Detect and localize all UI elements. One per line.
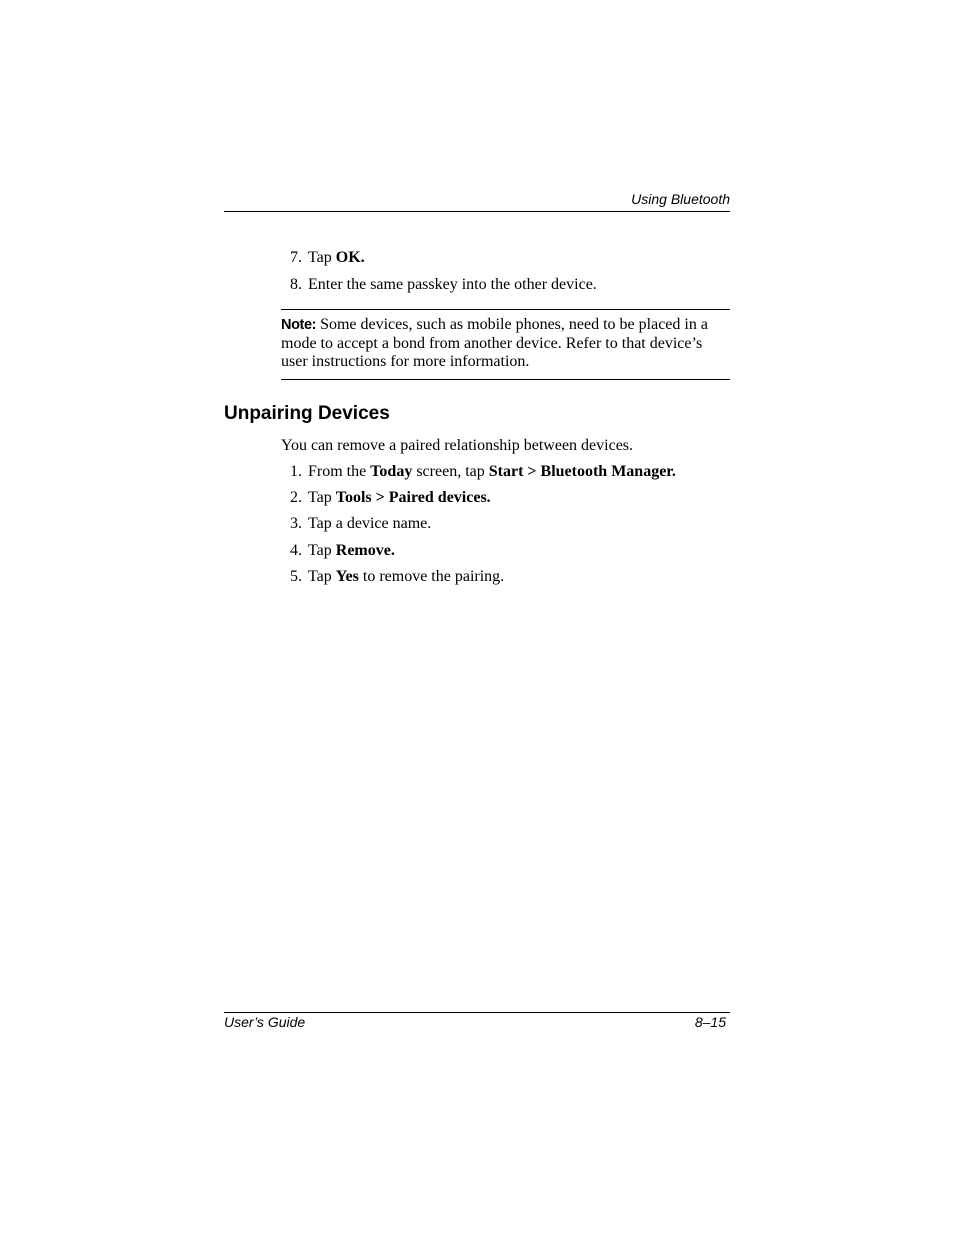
step-text (308, 249, 365, 266)
list-item-step-7 (290, 248, 365, 267)
bold-term: > (371, 489, 389, 506)
bold-term: Yes (335, 568, 359, 585)
bold-term: Bluetooth Manager. (540, 463, 676, 480)
note-bottom-rule (281, 379, 730, 380)
step-number: 3. (290, 515, 302, 532)
list-item-step-3 (290, 514, 431, 533)
step-text (308, 568, 504, 585)
step-number: 1. (290, 463, 302, 480)
note-top-rule (281, 309, 730, 310)
list-item-step-4 (290, 541, 395, 560)
text-run: to remove the pairing. (358, 568, 505, 585)
text-run: Enter the same passkey into the other device. (308, 276, 597, 293)
list-item-step-5 (290, 567, 504, 586)
text-run: Tap (308, 249, 336, 266)
list-item-step-1 (290, 462, 676, 481)
text-run: Tap a device name. (308, 515, 432, 532)
step-text (308, 489, 491, 506)
text-run: From the (308, 463, 371, 480)
bold-term: Paired devices. (388, 489, 491, 506)
bold-term: OK. (335, 249, 365, 266)
step-number: 7. (290, 249, 302, 266)
header-rule (224, 211, 730, 212)
footer-guide-title: User’s Guide (224, 1014, 306, 1030)
text-run: Tap (308, 489, 336, 506)
text-run: Tap (308, 568, 336, 585)
step-number: 2. (290, 489, 302, 506)
step-text (308, 276, 597, 293)
step-text (308, 463, 676, 480)
bold-term: Today (370, 463, 413, 480)
note-label: Note: (281, 317, 317, 333)
step-number: 5. (290, 568, 302, 585)
bold-term: Remove. (335, 542, 395, 559)
text-run: Tap (308, 542, 336, 559)
list-item-step-8 (290, 275, 597, 294)
note-text: Some devices, such as mobile phones, need to be placed in a mode to accept a bond from another device. Refer to that device’s user instructions for more information. (281, 316, 708, 370)
bold-term: Tools (335, 489, 372, 506)
bold-term: > (523, 463, 541, 480)
list-item-step-2 (290, 488, 491, 507)
section-intro: You can remove a paired relationship between devices. (281, 437, 634, 454)
step-number: 4. (290, 542, 302, 559)
running-header: Using Bluetooth (631, 191, 730, 207)
step-text (308, 542, 395, 559)
text-run: screen, tap (412, 463, 489, 480)
step-text (308, 515, 431, 532)
bold-term: Start (488, 463, 524, 480)
note-box (281, 316, 721, 372)
section-heading: Unpairing Devices (224, 403, 390, 424)
footer-page-number: 8–15 (694, 1014, 726, 1030)
step-number: 8. (290, 276, 302, 293)
